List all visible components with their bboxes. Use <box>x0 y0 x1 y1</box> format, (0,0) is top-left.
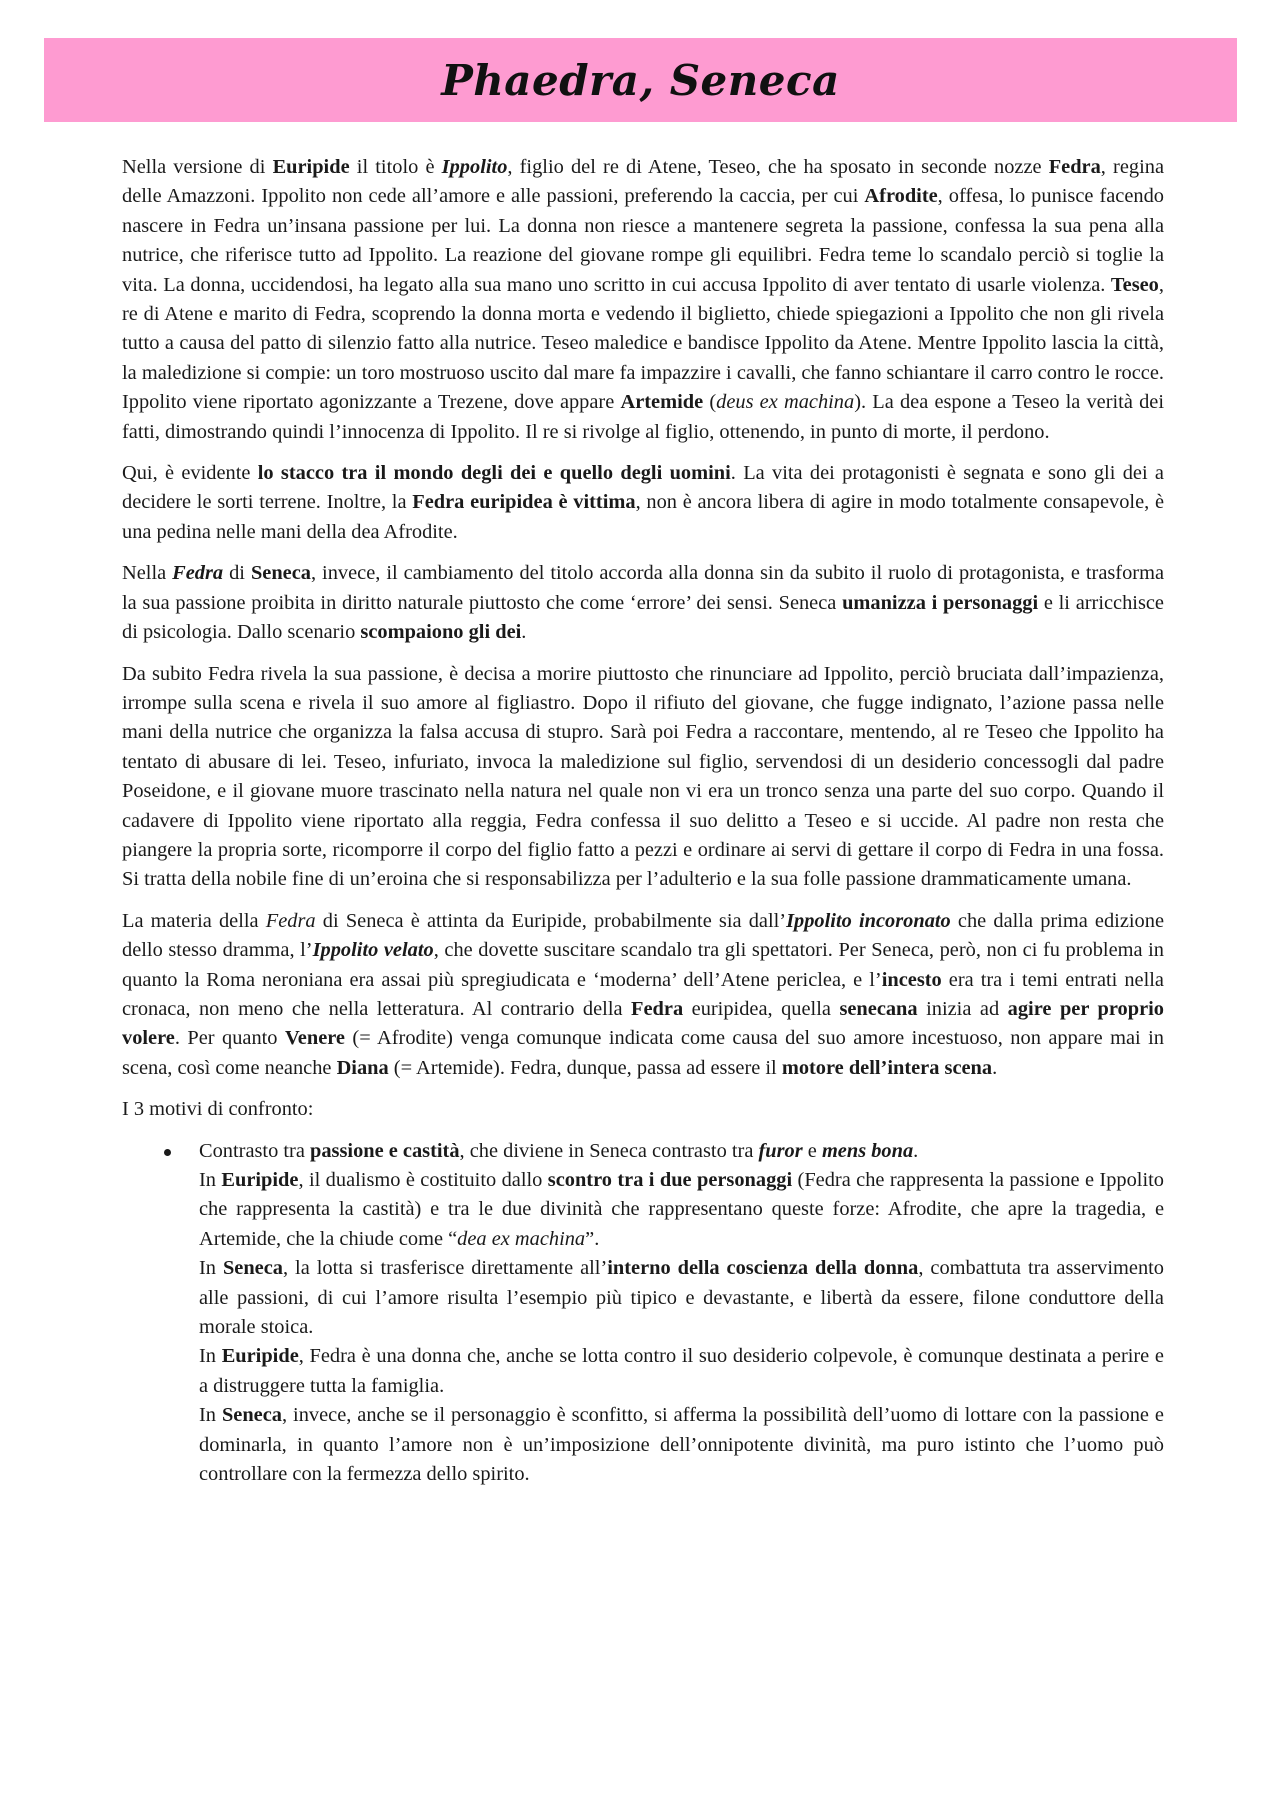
bullet-icon <box>164 1149 171 1156</box>
text-run: euripidea, quella <box>683 997 840 1020</box>
text-run <box>758 1140 802 1162</box>
text-run: , non è ancora libera di agire in modo totalmente consapevole, è una pedina nelle mani della dea Afrodite. <box>122 491 1164 543</box>
text-run: , figlio del re di Atene, Teseo, che ha sposato in seconde nozze <box>507 156 1049 178</box>
text-run: Seneca <box>250 562 311 585</box>
text-run: incesto <box>881 968 942 991</box>
list-line <box>199 1137 1164 1166</box>
text-run: , Fedra è una donna che, anche se lotta contro il suo desiderio colpevole, è comunque destinata a perire e a distruggere tutta la famiglia. <box>199 1345 1164 1397</box>
text-run: agire per proprio volere <box>122 997 1164 1050</box>
text-run: che dalla prima edizione dello stesso dramma, l’ <box>122 909 1164 962</box>
text-run: . <box>992 1056 998 1079</box>
text-run: . <box>521 621 527 644</box>
text-run: La materia della <box>122 909 266 932</box>
list-line <box>199 1342 1164 1401</box>
text-run: Venere <box>284 1027 345 1050</box>
document-body <box>122 153 1164 1489</box>
text-run: umanizza i personaggi <box>842 591 1039 614</box>
text-run: , re di Atene e marito di Fedra, scoprendo la donna morta e vedendo il biglietto, chiede spiegazioni a Ippolito che non gli rivela tutto a causa del patto di silenzio fatto alla nutrice. Teseo maledice e bandisce Ippolito da Atene. Mentre Ippolito lascia la città, la maledizione si compie: un toro mostruoso uscito dal mare fa impazzire i cavalli, che fanno schiantare il carro contro le rocce. Ippolito viene riportato agonizzante a Trezene, dove appare <box>122 273 1164 414</box>
text-run: lo stacco tra il mondo degli dei e quello degli uomini <box>257 462 731 485</box>
text-run: Ippolito velato <box>312 939 434 962</box>
text-run: inizia ad <box>917 997 1008 1020</box>
list-line <box>199 1254 1164 1342</box>
text-run: , offesa, lo punisce facendo nascere in Fedra un’insana passione per lui. La donna non riesce a mantenere segreta la passione, confessa la sua pena alla nutrice, che riferisce tutto ad Ippolito. La reazione del giovane rompe gli equilibri. Fedra teme lo scandalo perciò si toglie la vita. La donna, uccidendosi, ha legato alla sua mano uno scritto in cui accusa Ippolito di aver tentato di usarle violenza. <box>122 185 1164 296</box>
text-run: interno della coscienza della donna <box>607 1257 919 1280</box>
text-run: Qui, è evidente <box>122 462 258 485</box>
text-run: Fedra euripidea è vittima <box>412 491 636 514</box>
text-run: Ippolito incoronato <box>786 909 951 932</box>
text-run: Nella versione di <box>122 156 273 178</box>
text-run: Fedra <box>265 909 316 932</box>
text-run <box>822 1140 913 1162</box>
list-item <box>122 1137 1164 1490</box>
text-run: Da subito Fedra rivela la sua passione, è decisa a morire piuttosto che rinunciare ad Ippolito, perciò bruciata dall’impazienza, irrompe sulla scena e rivela il suo amore al figliastro. Dopo il rifiuto del giovane, che fugge indignato, l’azione passa nelle mani della nutrice che organizza la falsa accusa di stupro. Sarà poi Fedra a raccontare, mentendo, al re Teseo che Ippolito ha tentato di abusare di lei. Teseo, infuriato, invoca la maledizione sul figlio, servendosi di un desiderio concessogli dal padre Poseidone, e il giovane muore trascinato nella natura nel quale non vi era un tronco senza una parte del suo corpo. Quando il cadavere di Ippolito viene riportato alla reggia, Fedra confessa il suo delitto a Teseo e si uccide. Al padre non resta che piangere la propria sorte, ricomporre il corpo del figlio fatto a pezzi e ordinare ai servi di gettare il corpo di Fedra in una fossa. Si tratta della nobile fine di un’eroina che si responsabilizza per l’adulterio e la sua folle passione drammaticamente umana. <box>122 662 1164 891</box>
text-run: Seneca <box>222 1257 283 1280</box>
text-run: di <box>223 562 251 585</box>
text-run: , che diviene in Seneca contrasto tra <box>459 1139 759 1162</box>
text-run: , invece, il cambiamento del titolo accorda alla donna sin da subito il ruolo di protagonista, e trasforma la sua passione proibita in diritto naturale piuttosto che come ‘errore’ dei sensi. Seneca <box>122 562 1164 614</box>
list-line <box>199 1401 1164 1489</box>
text-run: Afrodite <box>864 185 938 208</box>
text-run: dea ex machina <box>457 1227 586 1250</box>
text-run: e li arricchisce di psicologia. Dallo scenario <box>122 591 1164 644</box>
text-run: scompaiono gli dei <box>360 621 522 644</box>
text-run: ). La dea espone a Teseo la verità dei fatti, dimostrando quindi l’innocenza di Ippolito. Il re si rivolge al figlio, ottenendo, in punto di morte, il perdono. <box>122 391 1164 443</box>
text-run: In <box>199 1404 222 1427</box>
text-run: Artemide <box>620 391 704 414</box>
text-run: Euripide <box>221 1169 299 1191</box>
text-run: (= Artemide). Fedra, dunque, passa ad essere il <box>388 1056 782 1079</box>
text-run: senecana <box>839 997 918 1020</box>
text-run <box>172 562 223 584</box>
text-run: ( <box>703 391 717 414</box>
text-run: mens bona <box>821 1139 914 1162</box>
text-run: era tra i temi entrati nella cronaca, non meno che nella letteratura. Al contrario della <box>122 968 1164 1020</box>
paragraph-gods-vs-men <box>122 459 1164 547</box>
text-run: I 3 motivi di confronto: <box>122 1098 314 1121</box>
text-run: motore dell’intera scena <box>781 1056 993 1079</box>
text-run: , il dualismo è costituito dallo <box>298 1169 548 1191</box>
text-run: scontro tra i due personaggi <box>547 1169 793 1191</box>
paragraph-euripide-plot <box>122 153 1164 447</box>
text-run <box>442 156 508 178</box>
text-run: Fedra <box>172 562 224 585</box>
text-run: Euripide <box>272 156 350 178</box>
paragraph-seneca-plot <box>122 660 1164 895</box>
text-run: Diana <box>336 1056 389 1079</box>
text-run: deus ex machina <box>716 391 855 414</box>
text-run: , la lotta si trasferisce direttamente all’ <box>282 1257 608 1280</box>
paragraph-motives-intro <box>122 1095 1164 1124</box>
text-run: Nella <box>122 562 173 585</box>
text-run: , che dovette suscitare scandalo tra gli spettatori. Per Seneca, però, non ci fu problema in quanto la Roma neroniana era assai più spregiudicata e ‘moderna’ dell’Atene periclea, e l’ <box>122 939 1164 991</box>
text-run: In <box>199 1257 223 1280</box>
text-run: In <box>199 1345 222 1368</box>
text-run: Fedra <box>631 997 684 1020</box>
text-run: . Per quanto <box>174 1027 285 1050</box>
motives-list <box>122 1137 1164 1490</box>
list-line <box>199 1166 1164 1254</box>
text-run: Seneca <box>221 1404 282 1427</box>
text-run: Fedra <box>1048 156 1101 178</box>
page-title: Phaedra, Seneca <box>441 55 840 105</box>
text-run <box>313 939 434 961</box>
text-run: , invece, anche se il personaggio è sconfitto, si afferma la possibilità dell’uomo di lottare con la passione e dominarla, in quanto l’amore non è un’imposizione dell’onnipotente divinità, ma puro istinto che l’uomo può controllare con la fermezza dello spirito. <box>199 1404 1164 1486</box>
text-run: Ippolito <box>441 156 508 178</box>
text-run: . La vita dei protagonisti è segnata e sono gli dei a decidere le sorti terrene. Inoltre, la <box>122 462 1164 514</box>
paragraph-sources <box>122 907 1164 1083</box>
text-run: furor <box>758 1139 803 1162</box>
text-run: il titolo è <box>349 156 442 178</box>
text-run: passione e castità <box>310 1139 460 1162</box>
text-run: Contrasto tra <box>199 1139 310 1162</box>
text-run <box>786 910 951 932</box>
text-run: , combattuta tra asservimento alle passioni, di cui l’amore risulta l’esempio più tipico e devastante, e libertà da essere, filone conduttore della morale stoica. <box>199 1257 1164 1339</box>
title-banner <box>44 38 1237 122</box>
text-run: , regina delle Amazzoni. Ippolito non cede all’amore e alle passioni, preferendo la caccia, per cui <box>122 156 1164 208</box>
text-run: e <box>802 1139 822 1162</box>
text-run: (= Afrodite) venga comunque indicata come causa del suo amore incestuoso, non appare mai in scena, così come neanche <box>122 1027 1164 1079</box>
text-run: In <box>199 1169 222 1191</box>
text-run: . <box>913 1139 919 1162</box>
paragraph-seneca-fedra <box>122 559 1164 647</box>
text-run: (Fedra che rappresenta la passione e Ippolito che rappresenta la castità) e tra le due divinità che rappresentano queste forze: Afrodite, che apre la tragedia, e Artemide, che la chiude come “ <box>199 1169 1164 1250</box>
text-run: Teseo <box>1110 273 1159 296</box>
text-run: Euripide <box>221 1345 299 1368</box>
text-run: ”. <box>585 1227 600 1250</box>
text-run: di Seneca è attinta da Euripide, probabilmente sia dall’ <box>315 909 787 932</box>
